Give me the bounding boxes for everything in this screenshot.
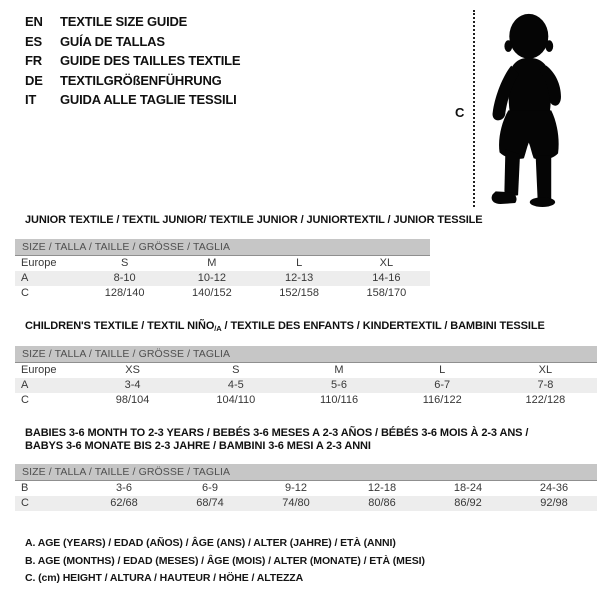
value-cell: 98/104	[115, 394, 150, 406]
value-cell: 7-8	[537, 379, 554, 391]
size-cell: S	[120, 257, 129, 269]
legend-line-a: A. AGE (YEARS) / EDAD (AÑOS) / ÂGE (ANS) / ALTER (JAHRE) / ETÀ (ANNI)	[25, 537, 396, 549]
size-cell: M	[207, 257, 217, 269]
value-cell: 6-7	[434, 379, 451, 391]
value-cell: 3-6	[116, 482, 132, 494]
size-header-bar: SIZE / TALLA / TAILLE / GRÖSSE / TAGLIA	[15, 464, 597, 481]
value-cell: 14-16	[372, 272, 401, 284]
size-header-bar: SIZE / TALLA / TAILLE / GRÖSSE / TAGLIA	[15, 239, 430, 256]
legend-line-c: C. (cm) HEIGHT / ALTURA / HAUTEUR / HÖHE / ALTEZZA	[25, 572, 304, 584]
size-cell: L	[439, 364, 446, 376]
value-cell: 86/92	[454, 497, 482, 509]
language-row-es	[25, 32, 240, 52]
size-cell: XL	[379, 257, 394, 269]
value-cell: 5-6	[331, 379, 347, 391]
value-cell: 110/116	[319, 394, 359, 406]
table-row	[15, 256, 430, 271]
value-cell: 152/158	[279, 287, 319, 299]
row-label: Europe	[21, 364, 57, 376]
value-cell: 3-4	[124, 379, 141, 391]
language-row-fr	[25, 51, 240, 71]
table-row	[15, 496, 597, 511]
language-row-it	[25, 90, 240, 110]
size-cell: XS	[125, 364, 140, 376]
measure-legend	[25, 535, 425, 588]
table-row	[15, 378, 597, 393]
children-table-title	[25, 320, 545, 333]
value-cell: 116/122	[422, 394, 462, 406]
children-title-part1: CHILDREN'S TEXTILE / TEXTIL NIÑO	[25, 320, 215, 332]
table-row	[15, 393, 597, 408]
value-cell: 128/140	[104, 287, 145, 299]
size-header-bar: SIZE / TALLA / TAILLE / GRÖSSE / TAGLIA	[15, 346, 597, 363]
legend-line-b: B. AGE (MONTHS) / EDAD (MESES) / ÂGE (MOIS) / ALTER (MONATE) / ETÀ (MESI)	[25, 554, 425, 567]
row-label: B	[21, 482, 29, 494]
value-cell: 4-5	[227, 379, 244, 391]
row-label: A	[21, 272, 29, 284]
table-row	[15, 481, 597, 496]
language-code: FR	[25, 53, 42, 68]
table-row	[15, 286, 430, 301]
language-code: EN	[25, 14, 43, 29]
value-cell: 158/170	[366, 287, 407, 299]
value-cell: 10-12	[197, 272, 226, 284]
language-code: ES	[25, 33, 42, 49]
value-cell: 92/98	[540, 497, 568, 509]
language-row-en	[25, 12, 240, 32]
babies-table-title	[25, 427, 528, 453]
language-code: DE	[25, 72, 43, 88]
children-table	[15, 346, 597, 408]
value-cell: 12-13	[285, 272, 314, 284]
value-cell: 12-18	[367, 482, 397, 494]
row-label: C	[21, 287, 29, 299]
value-cell: 9-12	[284, 482, 308, 494]
row-label: Europe	[21, 257, 57, 269]
row-label: C	[21, 394, 29, 406]
row-label: C	[21, 497, 29, 509]
children-title-part2: / TEXTILE DES ENFANTS / KINDERTEXTIL / BAMBINI TESSILE	[221, 320, 545, 332]
value-cell: 24-36	[539, 482, 569, 494]
value-cell: 104/110	[216, 394, 256, 406]
value-cell: 80/86	[368, 497, 396, 509]
table-row	[15, 271, 430, 286]
size-cell: XL	[538, 364, 553, 376]
babies-table	[15, 464, 597, 511]
size-cell: L	[296, 257, 303, 269]
language-label: TEXTILE SIZE GUIDE	[60, 14, 188, 29]
size-cell: M	[334, 364, 344, 376]
value-cell: 62/68	[110, 497, 138, 509]
junior-table-title: JUNIOR TEXTILE / TEXTIL JUNIOR/ TEXTILE JUNIOR / JUNIORTEXTIL / JUNIOR TESSILE	[25, 214, 483, 226]
value-cell: 6-9	[202, 482, 218, 494]
language-row-de	[25, 71, 240, 91]
value-cell: 8-10	[113, 272, 136, 284]
baby-figure	[450, 0, 600, 215]
baby-silhouette-icon	[482, 5, 599, 210]
value-cell: 68/74	[196, 497, 224, 509]
table-row	[15, 363, 597, 378]
language-label: GUIDE DES TAILLES TEXTILE	[60, 53, 241, 68]
babies-title-line1: BABIES 3-6 MONTH TO 2-3 YEARS / BEBÉS 3-6 MESES A 2-3 AÑOS / BÉBÉS 3-6 MOIS À 2-3 ANS /	[25, 427, 529, 439]
height-measure-dotted-line	[473, 10, 475, 207]
height-measure-label: C	[455, 105, 465, 120]
language-label: GUÍA DE TALLAS	[60, 33, 165, 49]
language-title-list	[25, 12, 240, 110]
babies-title-line2: BABYS 3-6 MONATE BIS 2-3 JAHRE / BAMBINI 3-6 MESI A 2-3 ANNI	[25, 440, 371, 452]
value-cell: 140/152	[191, 287, 232, 299]
children-title-subscript: /A	[214, 324, 222, 333]
value-cell: 74/80	[282, 497, 310, 509]
language-code: IT	[25, 92, 37, 107]
size-cell: S	[232, 364, 240, 376]
junior-table	[15, 239, 430, 301]
language-label: GUIDA ALLE TAGLIE TESSILI	[60, 92, 237, 107]
language-label: TEXTILGRÖßENFÜHRUNG	[60, 72, 222, 88]
value-cell: 122/128	[525, 394, 566, 406]
row-label: A	[21, 379, 29, 391]
value-cell: 18-24	[453, 482, 483, 494]
